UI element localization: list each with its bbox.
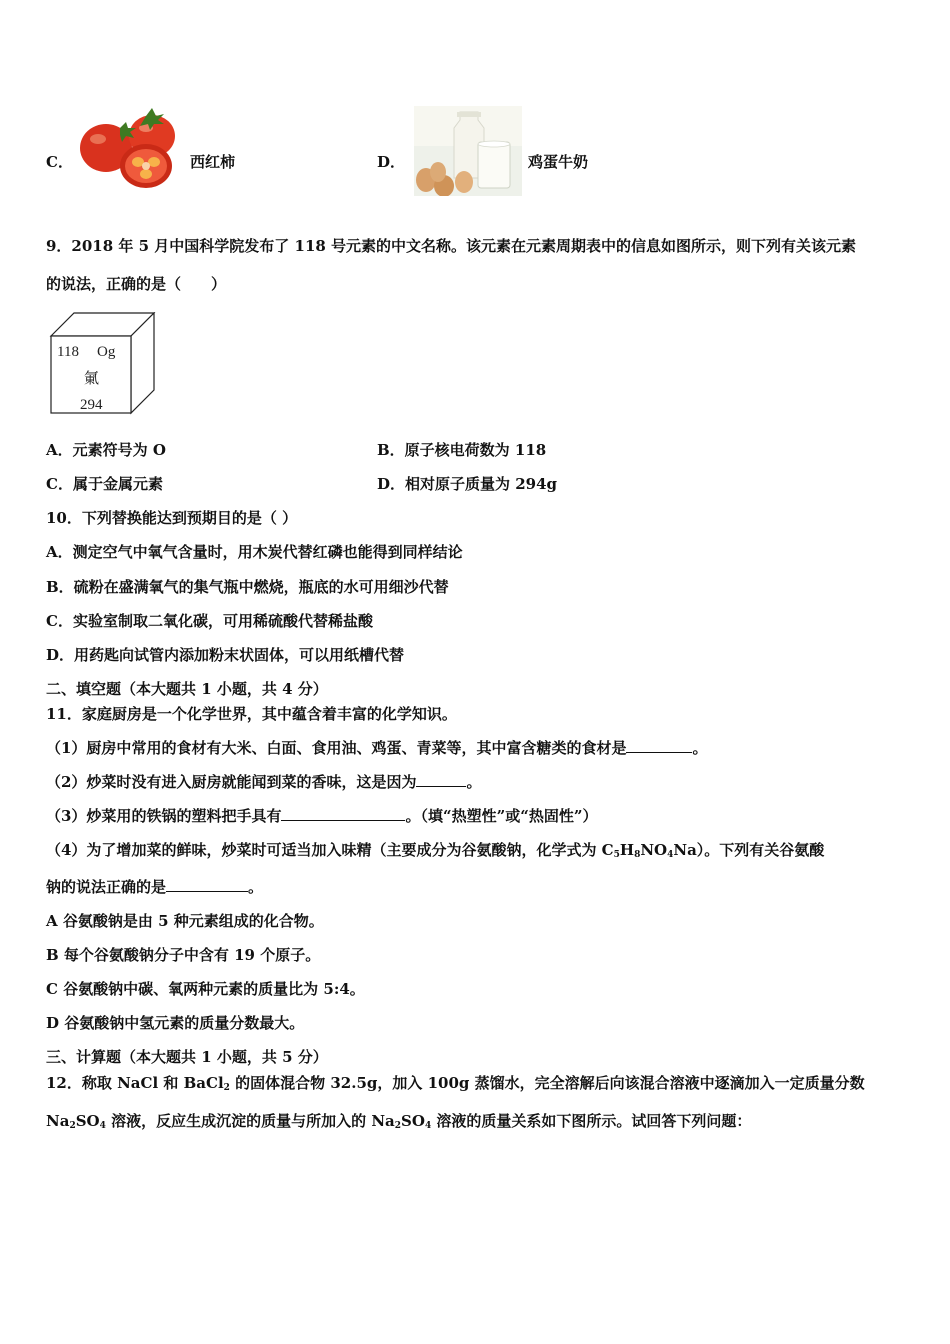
egg xyxy=(430,162,446,182)
q12-text-g: 溶液的质量关系如下图所示。试回答下列问题： xyxy=(431,1112,752,1130)
answer-blank[interactable] xyxy=(416,772,466,787)
q10-option-b: B．硫粉在盛满氧气的集气瓶中燃烧，瓶底的水可用细沙代替 xyxy=(46,578,449,596)
milk-glass xyxy=(478,142,510,188)
q12-text-f: SO xyxy=(401,1112,425,1130)
option-c-label: C． xyxy=(46,153,73,171)
element-cell-diagram xyxy=(48,312,158,416)
q9-option-b: B．原子核电荷数为 118 xyxy=(377,441,547,459)
q12-text-d: SO xyxy=(75,1112,100,1130)
tomato-image xyxy=(76,106,180,192)
q9-option-d: D．相对原子质量为 294g xyxy=(377,475,558,493)
q10-stem: 10．下列替换能达到预期目的是（ ） xyxy=(46,509,298,527)
q11-part2-end: 。 xyxy=(466,773,482,791)
q11-part2 xyxy=(46,772,481,792)
q11-part3-text: （3）炒菜用的铁锅的塑料把手具有 xyxy=(46,807,282,825)
option-d-text: 鸡蛋牛奶 xyxy=(528,153,589,171)
subscript: 8 xyxy=(634,850,641,860)
q12-text-b: 的固体混合物 32.5g，加入 100g 蒸馏水，完全溶解后向该混合溶液中逐滴加入一定质量分数 xyxy=(229,1074,865,1092)
q12-text-c: Na xyxy=(46,1112,70,1130)
q11-part4-line2-end: 。 xyxy=(248,878,264,896)
q11-part2-text: （2）炒菜时没有进入厨房就能闻到菜的香味，这是因为 xyxy=(46,773,417,791)
q12-text-e: 溶液，反应生成沉淀的质量与所加入的 Na xyxy=(105,1112,395,1130)
q11-part4-line2 xyxy=(46,877,263,897)
q11-part1-text: （1）厨房中常用的食材有大米、白面、食用油、鸡蛋、青菜等，其中富含糖类的食材是 xyxy=(46,739,627,757)
q11-option-d: D 谷氨酸钠中氢元素的质量分数最大。 xyxy=(46,1014,305,1032)
q11-option-b: B 每个谷氨酸钠分子中含有 19 个原子。 xyxy=(46,946,321,964)
q11-part4-line2-text: 钠的说法正确的是 xyxy=(46,878,167,896)
element-mass: 294 xyxy=(80,397,103,413)
answer-blank[interactable] xyxy=(281,806,405,821)
q12-line2 xyxy=(46,1111,751,1131)
q11-part1 xyxy=(46,738,707,758)
answer-blank[interactable] xyxy=(166,877,248,892)
section-3-title: 三、计算题（本大题共 1 小题，共 5 分） xyxy=(46,1048,328,1066)
element-symbol: Og xyxy=(97,344,116,360)
q12-line1 xyxy=(46,1073,865,1093)
q9-option-c: C．属于金属元素 xyxy=(46,475,163,493)
subscript: 2 xyxy=(69,1121,76,1131)
q11-part4-text-b: H xyxy=(619,841,635,859)
element-name: 氭 xyxy=(84,369,100,387)
subscript: 2 xyxy=(394,1121,402,1131)
q11-option-c: C 谷氨酸钠中碳、氧两种元素的质量比为 5:4。 xyxy=(46,980,365,998)
option-d-label: D． xyxy=(377,153,406,171)
q9-option-a: A．元素符号为 O xyxy=(46,441,166,459)
q11-part4-text-a: （4）为了增加菜的鲜味，炒菜时可适当加入味精（主要成分为谷氨酸钠，化学式为 C xyxy=(46,841,614,859)
subscript: 4 xyxy=(667,850,674,860)
subscript: 2 xyxy=(223,1083,230,1093)
subscript: 4 xyxy=(424,1121,432,1131)
section-2-title: 二、填空题（本大题共 1 小题，共 4 分） xyxy=(46,680,328,698)
q12-text-a: 12．称取 NaCl 和 BaCl xyxy=(46,1074,224,1092)
q11-part4-text-d: Na）。下列有关谷氨酸 xyxy=(673,841,825,859)
q11-option-a: A 谷氨酸钠是由 5 种元素组成的化合物。 xyxy=(46,912,324,930)
egg xyxy=(455,171,473,193)
q9-stem-line1: 9．2018 年 5 月中国科学院发布了 118 号元素的中文名称。该元素在元素周期表中的信息如图所示，则下列有关该元素 xyxy=(46,237,857,255)
q11-part4-text-c: NO xyxy=(640,841,668,859)
q11-stem: 11．家庭厨房是一个化学世界，其中蕴含着丰富的化学知识。 xyxy=(46,705,457,723)
q10-option-a: A．测定空气中氧气含量时，用木炭代替红磷也能得到同样结论 xyxy=(46,543,463,561)
eggs-milk-image xyxy=(414,106,522,196)
q9-stem-line2: 的说法，正确的是（ ） xyxy=(46,275,227,293)
q10-option-c: C．实验室制取二氧化碳，可用稀硫酸代替稀盐酸 xyxy=(46,612,373,630)
q11-part3-end: 。（填“热塑性”或“热固性”） xyxy=(405,807,598,825)
option-c-text: 西红柿 xyxy=(190,153,236,171)
q11-part3 xyxy=(46,806,597,826)
element-atomic-number: 118 xyxy=(57,344,79,360)
q11-part1-end: 。 xyxy=(692,739,708,757)
subscript: 4 xyxy=(99,1121,106,1131)
subscript: 5 xyxy=(613,850,620,860)
answer-blank[interactable] xyxy=(626,738,692,753)
q10-option-d: D．用药匙向试管内添加粉末状固体，可以用纸槽代替 xyxy=(46,646,405,664)
q11-part4-line1 xyxy=(46,840,824,860)
